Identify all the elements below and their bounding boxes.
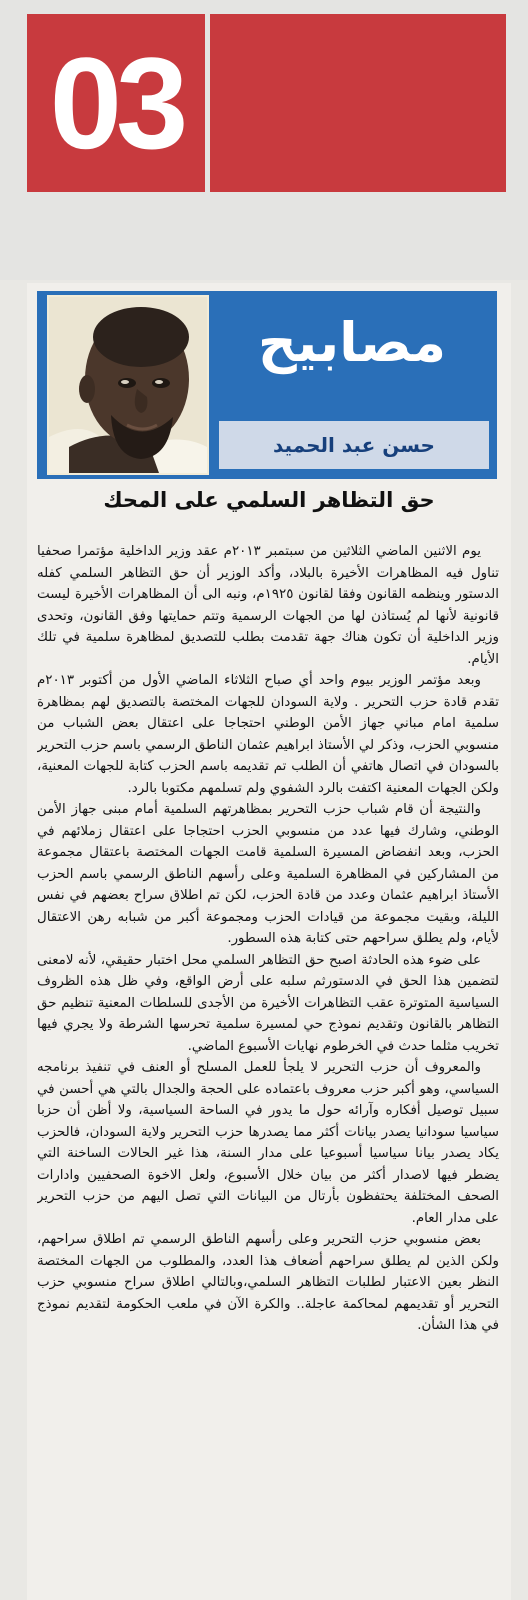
article-paragraph: وبعد مؤتمر الوزير بيوم واحد أي صباح الثلاثاء الماضي الأول من أكتوبر ٢٠١٣م تقدم قادة حزب التحرير . ولاية السودان للجهات المختصة بالتصديق لهم بمظاهرة سلمية امام مباني جهاز الأمن الوطني احتجاجا على اعتقال بعض الشباب من منسوبي الحزب، وذكر لي الأستاذ ابراهيم عثمان الناطق الرسمي باسم حزب التحرير بالسودان في اتصال هاتفي أن الطلب تم تقديمه باسم الحزب كتابة للجهات المعنية، ولكن الجهات المعنية اكتفت بالرد الشفوي ولم تسلمهم مكتوبا بالرد. — [37, 673, 499, 796]
page-number: 03 — [27, 14, 205, 192]
article-paragraph: يوم الاثنين الماضي الثلاثين من سبتمبر ٢٠١٣م عقد وزير الداخلية مؤتمرا صحفيا تناول فيه المظاهرات الأخيرة بالبلاد، وأكد الوزير أن حق التظاهر السلمي كفله الدستور وينظمه القانون وفقا لقانون ١٩٢٥م، ونبه الى أن المظاهرات الأخيرة ليست قانونية لأنها لم يُستاذن لها من الجهات الرسمية وتتم حمايتها وفق القانون، وتحدى وزير الداخلية أن تكون هناك جهة تقدمت بطلب للتصديق لمظاهرة سلمية في تلك الأيام. — [37, 544, 499, 667]
article-paragraph: بعض منسوبي حزب التحرير وعلى رأسهم الناطق الرسمي تم اطلاق سراحهم، ولكن الذين لم يطلق سراحهم أضعاف هذا العدد، والمطلوب من الجهات المختصة النظر بعين الاعتبار لطلبات التظاهر السلمي،وبالتالي اطلاق سراح منسوبي حزب التحرير أو تقديمهم لمحاكمة عاجلة.. والكرة الآن في ملعب الحكومة لتقديم نموذج في هذا الشأن. — [37, 1232, 499, 1333]
article-paragraph: والمعروف أن حزب التحرير لا يلجأ للعمل المسلح أو العنف في تنفيذ برنامجه السياسي، وهو أكبر حزب معروف باعتماده على الحجة والجدال بالتي هي أحسن في سبيل توصيل أفكاره وآرائه حول ما يدور في الساحة السياسية، ولا أظن أن حزبا سياسيا سودانيا يصدر بيانات أكثر مما يصدرها حزب التحرير ولاية السودان، فالحزب يكاد يصدر بيانا سياسيا أسبوعيا على مدار السنة، هذا غير الحالات الساخنة التي يضطر فيها لاصدار أكثر من بيان خلال الأسبوع، ولعل الاخوة الصحفيين وادارات الصحف المختلفة يحتفظون بأرتال من البيانات التي تصل اليهم من حزب التحرير على مدار العام. — [37, 1060, 499, 1226]
page-header — [0, 0, 528, 280]
author-portrait-icon — [49, 297, 207, 473]
article-paragraph: على ضوء هذه الحادثة اصبح حق التظاهر السلمي محل اختبار حقيقي، لأنه لامعنى لتضمين هذا الحق في الدستورثم سلبه على أرض الواقع، وفي ظل هذه الظروف السياسية المتوترة عقب التظاهرات الأخيرة من الأجدى للسلطات المعنية تنظيم حق التظاهر بالقانون وتقديم نموذج حي لمسيرة سلمية تحرسها الشرطة ولا يجري فيها تخريب مثلما حدث في الخرطوم نهايات الأسبوع الماضي. — [37, 952, 499, 1054]
article-headline: حق التظاهر السلمي على المحك — [103, 488, 435, 512]
column-title: مصابيح — [257, 311, 447, 374]
header-red-bar — [210, 14, 506, 192]
column-banner — [37, 291, 497, 479]
article-paragraph: والنتيجة أن قام شباب حزب التحرير بمظاهرتهم السلمية أمام مبنى جهاز الأمن الوطني، وشارك فيها عدد من منسوبي الحزب احتجاجا على اعتقال زملائهم في الحزب، وبعد انفضاض المسيرة السلمية قامت الجهات المختصة باعتقال مجموعة من المشاركين في المظاهرة السلمية وعلى رأسهم الناطق الرسمي باسم الحزب الأستاذ ابراهيم عثمان وعدد من قادة الحزب، لكن تم اطلاق سراح بعضهم في نفس الليلة، وبقيت مجموعة من قيادات الحزب ومجموعة أكبر من شبابه رهن الاعتقال لأيام، ولم يطلق سراحهم حتى كتابة هذه السطور. — [37, 802, 499, 946]
author-name: حسن عبد الحميد — [219, 421, 489, 469]
author-photo — [47, 295, 209, 475]
column-box — [27, 283, 511, 1600]
article-body — [37, 541, 499, 1593]
